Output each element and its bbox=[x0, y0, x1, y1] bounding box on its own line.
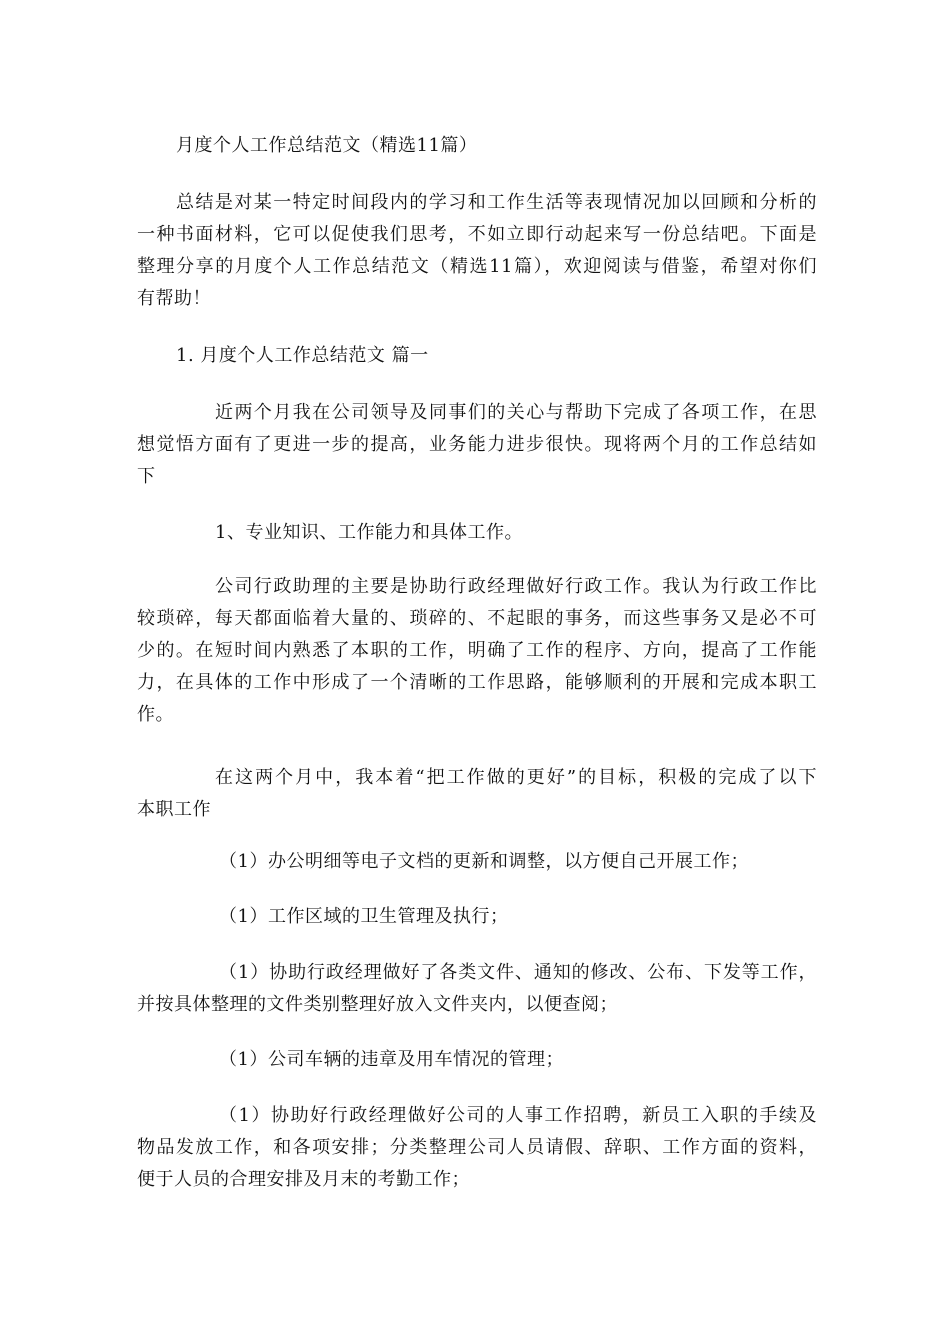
list-item-line: 物品发放工作，和各项安排；分类整理公司人员请假、辞职、工作方面的资料， bbox=[137, 1137, 817, 1158]
list-item-line: （1）协助好行政经理做好公司的人事工作招聘，新员工入职的手续及 bbox=[219, 1105, 817, 1126]
intro-line: 总结是对某一特定时间段内的学习和工作生活等表现情况加以回顾和分析的 bbox=[176, 192, 817, 213]
paragraph-line: 在这两个月中，我本着“把工作做的更好”的目标，积极的完成了以下 bbox=[215, 767, 817, 788]
intro-line: 一种书面材料，它可以促使我们思考，不如立即行动起来写一份总结吧。下面是 bbox=[137, 224, 817, 245]
list-item bbox=[137, 957, 817, 1021]
paragraph-line: 近两个月我在公司领导及同事们的关心与帮助下完成了各项工作，在思 bbox=[215, 402, 817, 423]
paragraph-line: 作。 bbox=[137, 704, 174, 725]
paragraph-line: 想觉悟方面有了更进一步的提高，业务能力进步很快。现将两个月的工作总结如 bbox=[137, 434, 817, 455]
paragraph-line: 少的。在短时间内熟悉了本职的工作，明确了工作的程序、方向，提高了工作能 bbox=[137, 640, 817, 661]
paragraph-line: 下 bbox=[137, 466, 156, 487]
list-item-line: 并按具体整理的文件类别整理好放入文件夹内，以便查阅； bbox=[137, 994, 618, 1015]
list-item bbox=[137, 901, 817, 933]
document-title bbox=[137, 130, 817, 162]
list-item-line: 便于人员的合理安排及月末的考勤工作； bbox=[137, 1169, 470, 1190]
paragraph-line: 本职工作 bbox=[137, 799, 211, 820]
paragraph-line: 公司行政助理的主要是协助行政经理做好行政工作。我认为行政工作比 bbox=[215, 576, 817, 597]
subsection-heading-line: 1、专业知识、工作能力和具体工作。 bbox=[215, 522, 523, 543]
body-paragraph bbox=[137, 762, 817, 826]
list-item-line: （1）工作区域的卫生管理及执行； bbox=[219, 906, 509, 927]
list-item-line: （1）办公明细等电子文档的更新和调整，以方便自己开展工作； bbox=[219, 851, 749, 872]
body-paragraph bbox=[137, 397, 817, 493]
paragraph-line: 较琐碎，每天都面临着大量的、琐碎的、不起眼的事务，而这些事务又是必不可 bbox=[137, 608, 817, 629]
body-paragraph bbox=[137, 571, 817, 731]
intro-paragraph bbox=[137, 187, 817, 315]
intro-line: 整理分享的月度个人工作总结范文（精选11篇），欢迎阅读与借鉴，希望对你们 bbox=[137, 256, 817, 277]
list-item bbox=[137, 846, 817, 878]
subsection-heading bbox=[137, 517, 817, 549]
intro-line: 有帮助！ bbox=[137, 288, 211, 309]
section-heading bbox=[137, 340, 817, 372]
list-item-line: （1）协助行政经理做好了各类文件、通知的修改、公布、下发等工作， bbox=[219, 962, 817, 983]
paragraph-line: 力，在具体的工作中形成了一个清晰的工作思路，能够顺利的开展和完成本职工 bbox=[137, 672, 817, 693]
title-line: 月度个人工作总结范文（精选11篇） bbox=[176, 135, 478, 156]
list-item-line: （1）公司车辆的违章及用车情况的管理； bbox=[219, 1049, 564, 1070]
list-item bbox=[137, 1044, 817, 1076]
section-heading-line: 1. 月度个人工作总结范文 篇一 bbox=[176, 345, 429, 366]
list-item bbox=[137, 1100, 817, 1196]
